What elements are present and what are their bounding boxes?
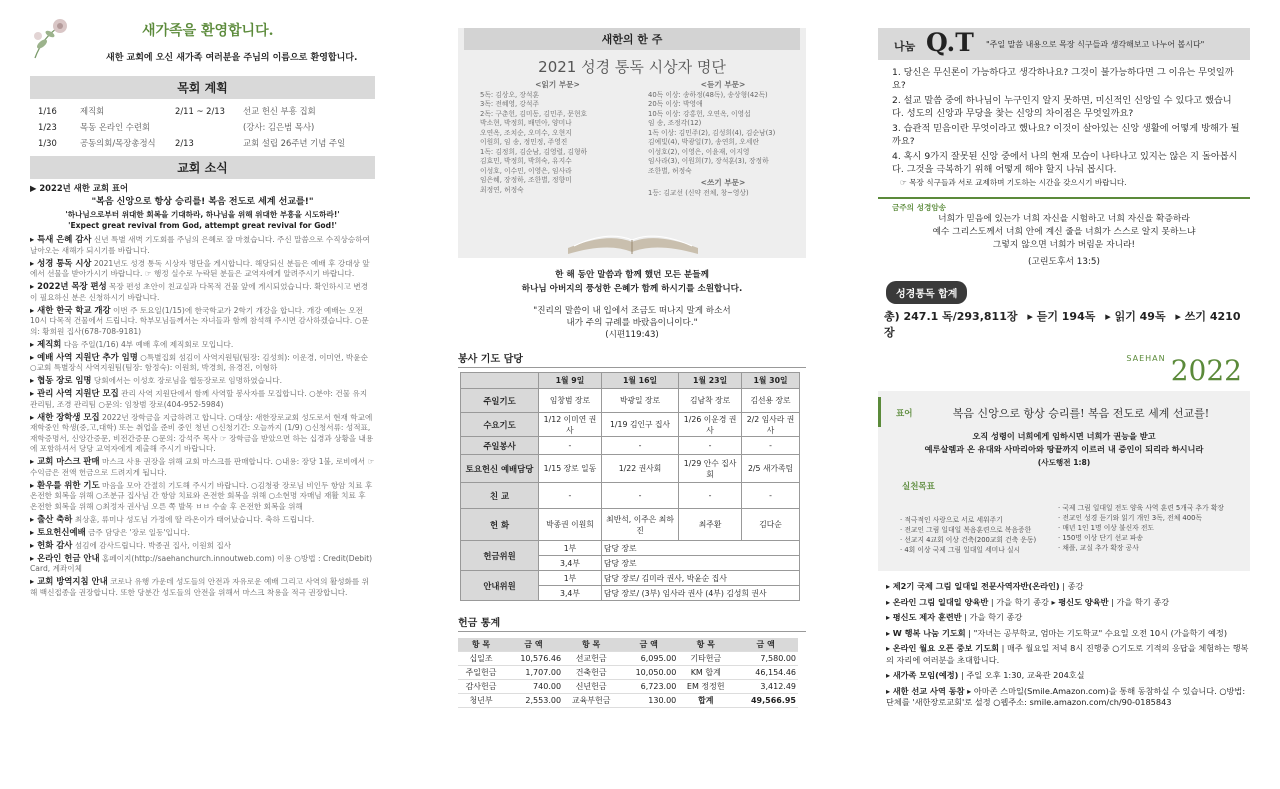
news-item-text: 이번 주 토요일(1/15)에 한국학교가 2학기 개강을 합니다. 개강 예배는 오전 10시 다목적 건물에서 드립니다. 학부모님들께서는 자녀들과 함께 참석해 주시면 감사하겠습니다. ○문의: 황희원 집사(678-708-9181) bbox=[30, 305, 369, 336]
service-row bbox=[461, 437, 800, 455]
money-col: 금 액 bbox=[504, 638, 563, 652]
service-cell: 1/26 이운경 권사 bbox=[679, 413, 742, 437]
notice-item: ▸ 온라인 월요 오픈 중보 기도회 | 매주 월요일 저녁 8시 진행중 ○기도로 기적의 응답을 체험하는 행복의 자리에 여러분을 초대합니다. bbox=[886, 643, 1249, 665]
news-item bbox=[30, 576, 375, 598]
notice-text: | 주일 오후 1:30, 교육관 204호실 bbox=[958, 670, 1085, 680]
money-cell: 신년헌금 bbox=[575, 682, 607, 691]
money-header: 헌금 통계 bbox=[458, 614, 806, 632]
notice-item: ▸ 새가족 모임(예정) | 주일 오후 1:30, 교육관 204호실 bbox=[886, 670, 1085, 680]
goal-item: · 적극적인 사랑으로 서로 세워주기 bbox=[900, 516, 1003, 524]
service-sub-row bbox=[461, 571, 800, 586]
service-cell: 김남착 장로 bbox=[679, 389, 742, 413]
news-item-title: ▸ 토요헌신예배 bbox=[30, 527, 86, 537]
service-sub-key: 1부 bbox=[539, 541, 602, 556]
service-row-label: 주일기도 bbox=[461, 389, 539, 413]
news-item-title: ▸ 헌화 감사 bbox=[30, 540, 72, 550]
plan-row bbox=[30, 103, 375, 119]
welcome-subtitle: 새한 교회에 오신 새가족 여러분을 주님의 이름으로 환영합니다. bbox=[106, 53, 358, 63]
plan-cell: (강사: 김은범 목사) bbox=[243, 122, 315, 132]
service-cell: 최반석, 이주은 최하진 bbox=[601, 509, 678, 541]
notice-title: W 행복 나눔 기도회 bbox=[892, 627, 966, 638]
news-item-text: 홈페이지(http://saehanchurch.innoutweb.com) 이용 ○방법 : Credit(Debit) Card, 계좌이체 bbox=[30, 553, 373, 573]
qt-question: 3. 습관적 믿음이란 무엇이라고 했나요? 이것이 살아있는 신앙 생활에 어떻게 방해가 될까요? bbox=[892, 123, 1240, 147]
news-item-title: ▸ 2022년 목장 편성 bbox=[30, 281, 107, 291]
news-item-title: ▸ 교회 마스크 판매 bbox=[30, 456, 100, 466]
news-item bbox=[30, 553, 375, 575]
money-cell: 7,580.00 bbox=[760, 654, 796, 663]
qt-desc: "주일 말씀 내용으로 목장 식구들과 생각해보고 나누어 봅시다" bbox=[986, 40, 1205, 49]
motto-box-verse1: 오직 성령이 너희에게 임하시면 너희가 권능을 받고 bbox=[972, 431, 1156, 441]
service-row-label: 친 교 bbox=[461, 483, 539, 509]
notice-text: | 가을 학기 종강 bbox=[988, 596, 1049, 607]
notice-title: 평신도 양육반 bbox=[1058, 596, 1109, 607]
qt-question: 1. 당신은 무신론이 가능하다고 생각하나요? 그것이 불가능하다면 그 이유는 무엇일까요? bbox=[892, 67, 1234, 91]
middle-column bbox=[458, 0, 806, 789]
service-cell: - bbox=[742, 437, 800, 455]
motto-box-text: 복음 신앙으로 항상 승리를! 복음 전도로 세계 선교를! bbox=[952, 407, 1210, 420]
service-sub-value: 담당 장로 bbox=[601, 556, 799, 571]
service-cell: 김다순 bbox=[742, 509, 800, 541]
notice-item: ▸ 평신도 제자 훈련반 | 가을 학기 종강 bbox=[886, 612, 1023, 622]
qt-question: 4. 혹시 9가지 잘못된 신앙 중에서 나의 현재 모습이 나타나고 있지는 않은 지 돌아봅시다. 그것을 극복하기 위해 어떻게 해야 할지 나눠 봅시다. bbox=[892, 151, 1238, 175]
welcome-title: 새가족을 환영합니다. bbox=[142, 23, 274, 39]
service-date: 1월 23일 bbox=[679, 373, 742, 389]
news-item bbox=[30, 388, 375, 410]
motto-en: 'Expect great revival from God, attempt great revival for God!' bbox=[68, 220, 337, 230]
news-item-text: 마음을 모아 간절히 기도해 주시기 바랍니다. ○김청광 장로님 비인두 항암 치료 후 온전한 회복을 위해 ○조분규 집사님 간 항암 치료와 온전한 회복을 위해 ○소현명 자매님 재활 치료 후 온전한 회복을 위해 ○최정자 권사님 오른 쪽 발목 ㅂㅂ 수술 후 온전한 회복을 위해 bbox=[30, 480, 373, 511]
notice-item: ▸ 새한 선교 사역 동참 ▸ 아마존 스마일(Smile.Amazon.com)을 통해 동참하실 수 있습니다. ○방법: 단체를 '새한장로교회'로 설정 ○웹주소: smile.amazon.com/ch/90-0185843 bbox=[886, 685, 1246, 707]
award-line: 김예빛(4), 박광일(7), 송연희, 오세란 bbox=[648, 138, 760, 146]
goal-item: · 매년 1인 1명 이상 불신자 전도 bbox=[1058, 524, 1154, 532]
money-cell: 선교헌금 bbox=[575, 654, 607, 663]
news-item-title: ▸ 예배 사역 지원단 추가 임명 bbox=[30, 352, 138, 362]
plan-cell: 제직회 bbox=[80, 106, 105, 116]
news-item bbox=[30, 281, 375, 303]
award-line: 10독 이상: 강홍헌, 오연옥, 이영섭 bbox=[648, 109, 751, 118]
award-line: 2독: 구춘헌, 김미동, 김민주, 문현호 bbox=[480, 109, 588, 118]
write-list bbox=[648, 189, 798, 199]
news-item-title: ▸ 교회 방역지침 안내 bbox=[30, 576, 108, 586]
service-cell: 1/29 안수 집사회 bbox=[679, 455, 742, 483]
money-cell: 6,095.00 bbox=[640, 654, 677, 663]
service-sub-row bbox=[461, 541, 800, 556]
news-item-title: ▸ 성경 통독 시상 bbox=[30, 258, 92, 268]
read-list bbox=[480, 91, 635, 196]
service-row-label: 헌금위원 bbox=[461, 541, 539, 571]
notice-title: 제2기 국제 그림 일대일 전문사역자반(온라인) bbox=[892, 581, 1060, 591]
money-col: 금 액 bbox=[619, 638, 678, 652]
award-line: 20독 이상: 박영애 bbox=[648, 100, 703, 108]
award-line: 임 송, 조정각(12) bbox=[648, 119, 702, 127]
plan-cell: 목동 온라인 수련회 bbox=[80, 122, 151, 132]
service-header: 봉사 기도 담당 bbox=[458, 350, 806, 368]
year-number: 2022 bbox=[1170, 354, 1242, 387]
read-section bbox=[480, 80, 635, 195]
service-date: 1월 30일 bbox=[742, 373, 800, 389]
reading-read: 읽기 49독 bbox=[1114, 310, 1166, 323]
plan-cell: 2/13 bbox=[175, 138, 194, 148]
award-line: 1등: 김교선 (신약 전체, 창~영상) bbox=[648, 188, 749, 197]
news-item-title: ▸ 환우를 위한 기도 bbox=[30, 480, 100, 490]
plan-cell: 공동의회/목장총정식 bbox=[80, 138, 156, 148]
service-sub-key: 1부 bbox=[539, 571, 602, 586]
news-item-text: 코로나 유행 가운데 성도들의 안전과 자유로운 예배 그리고 사역의 활성화를 위해 백신접종을 권장합니다. 또한 당분간 성도들의 안전을 위해서 마스크 착용을 적극 권장합니다. bbox=[30, 577, 369, 597]
service-cell: 김선용 장로 bbox=[742, 389, 800, 413]
welcome-section bbox=[30, 0, 375, 72]
plan-row bbox=[30, 119, 375, 135]
news-item bbox=[30, 352, 375, 374]
goals-label: 실천목표 bbox=[902, 482, 935, 492]
award-line: 오연옥, 조치순, 오미수, 오현지 bbox=[480, 128, 572, 137]
goal-item: · 선교지 4교회 이상 건축(200교회 건축 운동) bbox=[900, 536, 1037, 544]
plan-cell: 선교 헌신 부흥 집회 bbox=[243, 106, 316, 116]
notice-title: 새한 선교 사역 동참 bbox=[892, 685, 965, 696]
notice-item: ▸ 온라인 그림 일대일 양육반 | 가을 학기 종강 ▸ 평신도 양육반 | 가을 학기 종강 bbox=[886, 596, 1170, 607]
goal-item: · 150명 이상 단기 선교 파송 bbox=[1058, 534, 1144, 542]
notice-item: ▸ W 행복 나눔 기도회 | "자녀는 공부학교, 엄마는 기도학교" 수요일 오전 10시 (가을학기 예정) bbox=[886, 627, 1228, 638]
money-cell: 감사헌금 bbox=[465, 682, 497, 691]
service-row bbox=[461, 455, 800, 483]
plan-table bbox=[30, 103, 375, 151]
news-item-title: ▸ 새한 장학생 모집 bbox=[30, 412, 100, 422]
write-head: <쓰기 부문> bbox=[700, 178, 746, 187]
news-item bbox=[30, 339, 375, 351]
award-line: 박소현, 박정희, 배민아, 양미나 bbox=[480, 119, 572, 127]
motto-box bbox=[878, 391, 1250, 571]
goal-item: · 4회 이상 국제 그림 일대일 세미나 실시 bbox=[900, 546, 1021, 554]
award-line: 이원희, 임 송, 정민정, 주영진 bbox=[480, 138, 568, 146]
year-banner bbox=[878, 354, 1250, 387]
service-cell: - bbox=[539, 483, 602, 509]
award-line: 이성호, 이수민, 이영은, 임사라 bbox=[480, 166, 572, 175]
plan-row bbox=[30, 135, 375, 151]
qt-list bbox=[878, 60, 1250, 176]
caption1: 한 해 동안 말씀과 함께 했던 모든 분들께 bbox=[555, 270, 709, 280]
qt-title: Q.T bbox=[926, 28, 974, 57]
service-cell: - bbox=[601, 483, 678, 509]
money-col: 항 목 bbox=[563, 638, 619, 652]
service-date: 1월 16일 bbox=[601, 373, 678, 389]
money-cell: KM 합계 bbox=[690, 668, 721, 677]
memory-lines bbox=[878, 213, 1250, 252]
news-item-text: ○특별집회 섬김이 사역지원팀(팀장: 김성희): 이운경, 이미연, 박윤순 ○교회 특별장식 사역지원팀(팀장: 함정숙): 이원희, 박경희, 유경진, 이형하 bbox=[30, 352, 368, 372]
service-cell: - bbox=[539, 437, 602, 455]
memory-line: 예수 그리스도께서 너희 안에 계신 줄을 너희가 스스로 알지 못하느냐 bbox=[932, 227, 1196, 237]
plan-cell: 1/30 bbox=[38, 138, 57, 148]
read-head: <읽기 부문> bbox=[535, 80, 580, 89]
money-cell: 합계 bbox=[698, 696, 714, 705]
service-cell: 2/2 임사라 권사 bbox=[742, 413, 800, 437]
news-item bbox=[30, 514, 375, 526]
news-item-text: 2022년 장학금을 지급하려고 합니다. ○대상: 새한장로교회 성도로서 현재 학교에 재학중인 학생(중,고,대학) 또는 취업을 준비 중인 청년 ○신청기간: 오늘까지 (1/9) ○신청서류: 성적표, 재학증명서, 신앙간증문, 비전간증문 ○문의: 강석주 목사 ☞ 장학금을 받았으면 하는 십경과 상황을 내용에 포함하셔서 당당 교역자에게 제출해 주시기 바랍니다. bbox=[30, 412, 374, 453]
news-item-text: 금주 담당은 '장로 일동'입니다. bbox=[88, 527, 190, 537]
news-item bbox=[30, 375, 375, 387]
service-row bbox=[461, 509, 800, 541]
reading-stats: 총) 247.1 독/293,811장 ▸ 듣기 194독 ▸ 읽기 49독 ▸ 쓰기 4210장 bbox=[884, 310, 1241, 339]
service-row bbox=[461, 483, 800, 509]
money-cell: 3,412.49 bbox=[760, 682, 796, 691]
service-cell: 1/12 이미연 권사 bbox=[539, 413, 602, 437]
money-cell: 49,566.95 bbox=[750, 696, 796, 705]
service-row-label: 수요기도 bbox=[461, 413, 539, 437]
money-row bbox=[458, 680, 798, 694]
left-column bbox=[30, 0, 375, 789]
news-item-title: ▸ 온라인 헌금 안내 bbox=[30, 553, 100, 563]
service-cell: 1/19 김인구 집사 bbox=[601, 413, 678, 437]
verse-ref: (시편119:43) bbox=[605, 330, 659, 340]
goals-left bbox=[900, 515, 1065, 555]
award-line: 40독 이상: 송하정(48독), 송상형(42독) bbox=[648, 90, 768, 99]
notice-text: | 매주 월요일 저녁 8시 진행중 ○기도로 기적의 응답을 체험하는 행복의 자리에 여러분을 초대합니다. bbox=[886, 643, 1249, 665]
money-cell: 건축헌금 bbox=[575, 668, 607, 677]
memory-line: 너희가 믿음에 있는가 너희 자신을 시험하고 너희 자신을 확증하라 bbox=[938, 214, 1190, 224]
service-row-label: 토요헌신 예배담당 bbox=[461, 455, 539, 483]
open-bible-illustration bbox=[458, 218, 806, 258]
saehan-week-header: 새한의 한 주 bbox=[464, 28, 800, 50]
service-row-label: 안내위원 bbox=[461, 571, 539, 601]
news-item bbox=[30, 480, 375, 513]
news-item bbox=[30, 305, 375, 338]
award-line: 임사라(3), 이원희(7), 장석훈(3), 장정하 bbox=[648, 157, 769, 165]
memory-line: 그렇지 않으면 너희가 버림운 자니라! bbox=[992, 240, 1136, 250]
money-cell: 6,723.00 bbox=[640, 682, 677, 691]
money-col: 항 목 bbox=[458, 638, 504, 652]
qt-prefix: 나눔 bbox=[894, 40, 916, 53]
news-item-text: 관리 사역 지원단에서 함께 사역할 봉사자를 모집합니다. ○분야: 건물 유지 관리팀, 조경 관리팀 ○문의: 임창범 장로(404-952-5984) bbox=[30, 389, 368, 409]
award-line: 조한별, 허정숙 bbox=[648, 166, 692, 175]
news-item-title: ▸ 관리 사역 지원단 모집 bbox=[30, 388, 119, 398]
money-cell: 주일헌금 bbox=[465, 668, 497, 677]
money-row bbox=[458, 666, 798, 680]
money-cell: 130.00 bbox=[648, 696, 677, 705]
news-item bbox=[30, 412, 375, 455]
goals-right bbox=[1058, 503, 1248, 553]
news-item-title: ▸ 출산 축하 bbox=[30, 514, 72, 524]
news-header: 교회 소식 bbox=[30, 156, 375, 179]
caption2: 하나님 아버지의 풍성한 은혜가 함께 하시기를 소원합니다. bbox=[521, 284, 743, 294]
money-cell: 10,576.46 bbox=[520, 654, 562, 663]
news-item bbox=[30, 540, 375, 552]
goal-item: · 전교인 성경 듣기와 읽기 개인 3독, 전체 400독 bbox=[1058, 514, 1202, 522]
money-cell: 740.00 bbox=[533, 682, 562, 691]
award-line: 1독 이상: 김민주(2), 김성희(4), 김순남(3) bbox=[648, 128, 776, 137]
notice-text: | 가을 학기 종강 bbox=[1108, 596, 1170, 607]
money-table bbox=[458, 638, 798, 708]
motto-box-label: 표어 bbox=[896, 409, 913, 419]
service-sub-value: 담당 장로/ (3부) 임사라 권사 (4부) 김성희 권사 bbox=[601, 586, 799, 601]
award-line: 5독: 김상오, 장석훈 bbox=[480, 90, 540, 99]
news-item-text: 신년 특별 새벽 기도회를 주님의 은혜로 잘 마쳤습니다. 주신 말씀으로 수직상승하여 날아오는 새해가 되시기를 바랍니다. bbox=[30, 235, 370, 255]
service-row-label: 주일봉사 bbox=[461, 437, 539, 455]
award-line: 1독: 김정희, 김순남, 김영렬, 김형하 bbox=[480, 147, 588, 156]
service-row-label: 헌 화 bbox=[461, 509, 539, 541]
notice-title: 새가족 모임(예정) bbox=[892, 670, 959, 680]
service-sub-key: 3,4부 bbox=[539, 556, 602, 571]
notice-title: 온라인 그림 일대일 양육반 bbox=[892, 596, 989, 607]
plan-header: 목회 계획 bbox=[30, 76, 375, 99]
motto-text: "복음 신앙으로 항상 승리를! 복음 전도로 세계 선교를!" bbox=[91, 196, 314, 207]
service-cell: - bbox=[679, 437, 742, 455]
money-cell: 46,154.46 bbox=[755, 668, 796, 677]
memory-ref: (고린도후서 13:5) bbox=[1028, 257, 1100, 267]
news-item-title: ▸ 제직회 bbox=[30, 339, 61, 349]
flower-illustration bbox=[30, 14, 74, 62]
news-item-title: ▸ 새한 한국 학교 개강 bbox=[30, 305, 111, 315]
motto-box-verse2: 예루살렘과 온 유대와 사마리아와 땅끝까지 이르러 내 증인이 되리라 하시니라 bbox=[924, 444, 1204, 454]
award-line: 최정연, 허정숙 bbox=[480, 185, 524, 194]
reading-write: 쓰기 4210장 bbox=[884, 310, 1241, 339]
listen-section bbox=[648, 80, 798, 198]
plan-cell bbox=[175, 119, 243, 135]
qt-question: 2. 설교 말씀 중에 하나님이 누구인지 알지 못하면, 미신적인 신앙일 수 있다고 했습니다. 성도의 신앙과 무당을 찾는 신앙의 차이점은 무엇일까요? bbox=[892, 95, 1232, 119]
service-cell: 박종권 이원희 bbox=[539, 509, 602, 541]
money-cell: 청년부 bbox=[469, 696, 493, 705]
notice-text: ▸ 아마존 스마일(Smile.Amazon.com)을 통해 동참하실 수 있습니다. ○방법: 단체를 '새한장로교회'로 설정 ○웹주소: smile.amazon.com/ch/90-0185843 bbox=[886, 685, 1246, 707]
memory-box bbox=[878, 197, 1250, 268]
plan-cell: 1/23 bbox=[38, 122, 57, 132]
award-title: 2021 성경 통독 시상자 명단 bbox=[538, 58, 726, 76]
news-item-text: 다음 주일(1/16) 4부 예배 후에 제직회로 모입니다. bbox=[63, 339, 234, 349]
award-line: 김효민, 박정희, 박희숙, 유지수 bbox=[480, 157, 572, 165]
listen-head: <듣기 부문> bbox=[700, 80, 746, 89]
news-item bbox=[30, 527, 375, 539]
service-cell: 최주환 bbox=[679, 509, 742, 541]
motto-kr: '하나님으로부터 위대한 회복을 기대하라, 하나님을 위해 위대한 부흥을 시도하라!' bbox=[65, 210, 340, 219]
service-sub-value: 담당 장로/ 김미라 권사, 박윤순 집사 bbox=[601, 571, 799, 586]
money-cell: 1,707.00 bbox=[525, 668, 562, 677]
news-item bbox=[30, 234, 375, 256]
money-cell: 기타헌금 bbox=[690, 654, 722, 663]
year-brand: SAEHAN bbox=[1126, 354, 1166, 363]
money-cell: EM 정정헌 bbox=[686, 682, 725, 691]
qt-bar bbox=[878, 28, 1250, 60]
money-row bbox=[458, 694, 798, 708]
reading-label: 성경통독 합계 bbox=[886, 281, 967, 304]
verse2: 내가 주의 규례를 바랐음이니이다." bbox=[566, 318, 698, 328]
right-column bbox=[878, 0, 1250, 789]
award-line: 이성호(2), 이영은, 이윤재, 이지영 bbox=[648, 147, 750, 156]
money-cell: 교육부헌금 bbox=[571, 696, 611, 705]
notice-item: ▸ 제2기 국제 그림 일대일 전문사역자반(온라인) | 종강 bbox=[886, 581, 1084, 591]
notice-text: | 가을 학기 종강 bbox=[961, 612, 1023, 622]
service-date: 1월 9일 bbox=[539, 373, 602, 389]
news-item-text: 마스크 사용 권장을 위해 교회 마스크를 판매합니다. ○내용: 장당 1불, 로비에서 ☞ 수익금은 전액 헌금으로 드려지게 됩니다. bbox=[30, 457, 375, 477]
plan-cell: 1/16 bbox=[38, 106, 57, 116]
notice-title: 온라인 월요 오픈 중보 기도회 bbox=[892, 643, 1000, 653]
news-list bbox=[30, 234, 375, 598]
award-line: 임은혜, 장정하, 조한별, 정향미 bbox=[480, 176, 572, 184]
news-item-title: ▸ 협동 장로 임명 bbox=[30, 375, 92, 385]
notices-list bbox=[878, 581, 1250, 709]
news-item-text: 최상훈, 류미나 성도님 가정에 딸 라온이가 태어났습니다. 축하 드립니다. bbox=[74, 514, 315, 524]
plan-cell: 교회 설립 26주년 기념 주일 bbox=[243, 138, 346, 148]
money-cell: 2,553.00 bbox=[525, 696, 562, 705]
service-cell: 1/22 권사회 bbox=[601, 455, 678, 483]
news-item-text: 당회에서는 이성호 장로님을 협동장로로 임명하였습니다. bbox=[93, 376, 283, 385]
goal-item: · 전교인 그림 일대일 복음훈련으로 복음증한 bbox=[900, 526, 1032, 534]
service-row bbox=[461, 389, 800, 413]
goal-item: · 채플, 교실 추가 확장 공사 bbox=[1058, 544, 1139, 552]
service-sub-value: 담당 장로 bbox=[601, 541, 799, 556]
news-item-title: ▸ 특새 은혜 감사 bbox=[30, 234, 92, 244]
notice-text: | 종강 bbox=[1059, 581, 1084, 591]
notice-text: | "자녀는 공부학교, 엄마는 기도학교" 수요일 오전 10시 (가을학기 예정) bbox=[965, 627, 1228, 638]
listen-list bbox=[648, 91, 798, 177]
qt-note: ☞ 목장 식구들과 서로 교제하며 기도하는 시간을 갖으시기 바랍니다. bbox=[900, 178, 1127, 187]
money-cell: 10,050.00 bbox=[635, 668, 677, 677]
notice-title: 평신도 제자 훈련반 bbox=[892, 612, 962, 622]
saehan-week-box bbox=[458, 28, 806, 258]
service-cell: 1/15 장로 일동 bbox=[539, 455, 602, 483]
service-cell: - bbox=[679, 483, 742, 509]
news-item bbox=[30, 258, 375, 280]
service-cell: 임창범 장로 bbox=[539, 389, 602, 413]
news-item-text: 섬김에 감사드립니다. 박종권 집사, 이원희 집사 bbox=[74, 540, 232, 550]
money-col: 항 목 bbox=[678, 638, 733, 652]
news-item-text: 2021년도 성경 통독 시상자 명단을 게시합니다. 해당되신 분들은 예배 후 강대상 앞에서 선물을 받아가시기 바랍니다. ☞ 행정 실수로 누락된 분들은 교역자에게 알려주시기 바랍니다. bbox=[30, 258, 370, 278]
news-item bbox=[30, 456, 375, 478]
service-cell: 2/5 새가족팀 bbox=[742, 455, 800, 483]
service-cell: 박광일 장로 bbox=[601, 389, 678, 413]
award-line: 3독: 전혜영, 강석주 bbox=[480, 100, 540, 108]
reading-listen: 듣기 194독 bbox=[1036, 310, 1096, 323]
motto-head: ▶ 2022년 새한 교회 표어 bbox=[30, 183, 129, 193]
goal-item: · 국제 그림 일대일 전도 양육 사역 훈련 5개국 추가 확장 bbox=[1058, 504, 1224, 512]
service-sub-key: 3,4부 bbox=[539, 586, 602, 601]
reading-total: 총) 247.1 독/293,811장 bbox=[884, 310, 1018, 323]
verse1: "진리의 말씀이 내 입에서 조금도 떠나지 말게 하소서 bbox=[533, 306, 731, 316]
news-item-text: 목장 편성 초안이 친교실과 다목적 건물 앞에 게시되었습니다. 확인하시고 변경이 필요하신 분은 신청하시기 바랍니다. bbox=[30, 282, 369, 302]
money-col: 금 액 bbox=[733, 638, 798, 652]
service-cell: - bbox=[742, 483, 800, 509]
money-row bbox=[458, 652, 798, 666]
memory-label: 금주의 성경암송 bbox=[892, 202, 946, 212]
service-row bbox=[461, 413, 800, 437]
money-cell: 십일조 bbox=[469, 654, 493, 663]
plan-cell: 2/11 ~ 2/13 bbox=[175, 106, 225, 116]
service-table bbox=[460, 372, 800, 601]
service-cell: - bbox=[601, 437, 678, 455]
motto-box-verse-ref: (사도행전 1:8) bbox=[1037, 458, 1091, 467]
